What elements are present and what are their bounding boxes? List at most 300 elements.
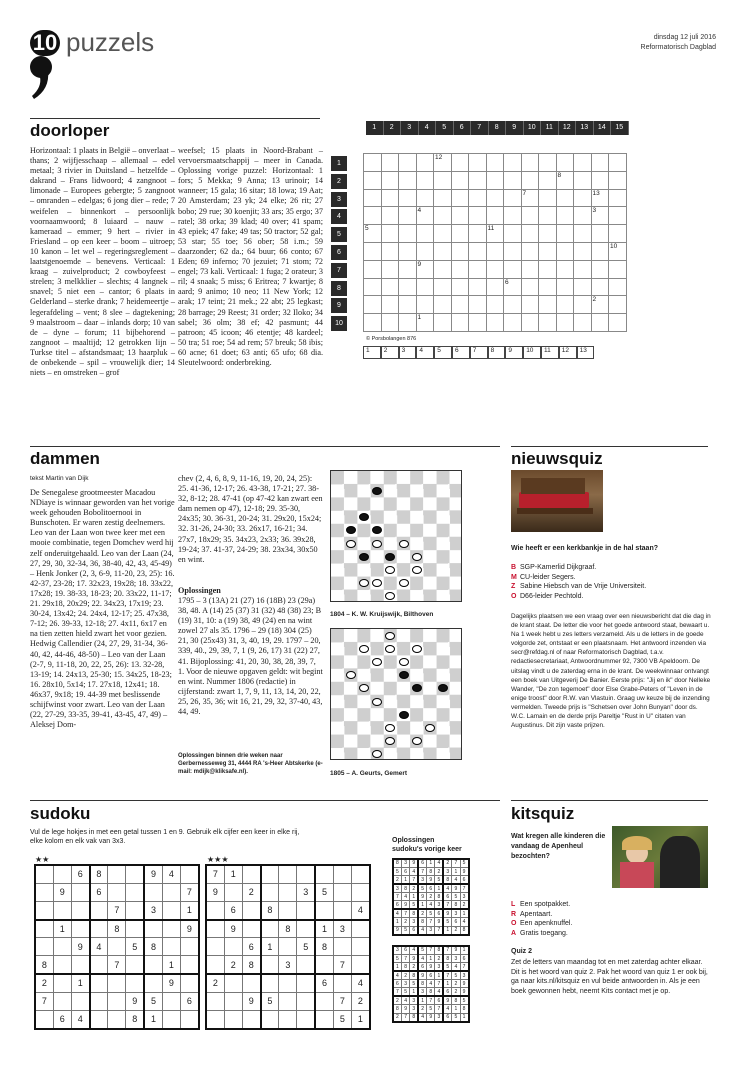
- doorloper-cell[interactable]: [539, 154, 557, 172]
- sudoku-cell[interactable]: [144, 920, 162, 938]
- sudoku-cell[interactable]: [90, 974, 108, 992]
- doorloper-cell[interactable]: [469, 296, 487, 314]
- sudoku-cell[interactable]: [224, 883, 242, 901]
- sudoku-cell[interactable]: [279, 865, 297, 883]
- sudoku-cell[interactable]: 1: [261, 938, 279, 956]
- sudoku-cell[interactable]: 2: [35, 974, 53, 992]
- sudoku-cell[interactable]: [297, 865, 315, 883]
- sudoku-cell[interactable]: 9: [144, 865, 162, 883]
- doorloper-cell[interactable]: [381, 154, 399, 172]
- doorloper-cell[interactable]: [434, 260, 452, 278]
- dammen-board-1805[interactable]: [330, 628, 462, 760]
- sudoku-cell[interactable]: 6: [53, 1011, 71, 1029]
- sudoku-cell[interactable]: [279, 938, 297, 956]
- sudoku-cell[interactable]: 9: [224, 920, 242, 938]
- sudoku-cell[interactable]: 1: [144, 1011, 162, 1029]
- sudoku-cell[interactable]: [35, 865, 53, 883]
- sudoku-cell[interactable]: 7: [181, 883, 199, 901]
- doorloper-cell[interactable]: [539, 278, 557, 296]
- doorloper-cell[interactable]: [381, 189, 399, 207]
- doorloper-cell[interactable]: [539, 225, 557, 243]
- sudoku-cell[interactable]: 5: [144, 992, 162, 1010]
- doorloper-cell[interactable]: [469, 314, 487, 332]
- doorloper-cell[interactable]: [451, 171, 469, 189]
- sudoku-cell[interactable]: [71, 920, 89, 938]
- doorloper-cell[interactable]: [381, 225, 399, 243]
- doorloper-cell[interactable]: [486, 154, 504, 172]
- doorloper-cell[interactable]: [469, 154, 487, 172]
- sudoku-cell[interactable]: [108, 1011, 126, 1029]
- doorloper-cell[interactable]: [521, 225, 539, 243]
- sudoku-cell[interactable]: [53, 938, 71, 956]
- doorloper-cell[interactable]: [486, 314, 504, 332]
- black-piece[interactable]: [399, 711, 409, 719]
- white-piece[interactable]: [346, 540, 356, 548]
- sudoku-cell[interactable]: [126, 865, 144, 883]
- doorloper-cell[interactable]: [539, 171, 557, 189]
- solution-box[interactable]: 6: [452, 346, 470, 359]
- doorloper-cell[interactable]: [381, 242, 399, 260]
- doorloper-cell[interactable]: [504, 314, 522, 332]
- doorloper-cell[interactable]: 2: [591, 296, 609, 314]
- sudoku-cell[interactable]: 4: [352, 901, 370, 919]
- sudoku-cell[interactable]: 8: [90, 865, 108, 883]
- sudoku-cell[interactable]: 9: [126, 992, 144, 1010]
- sudoku-cell[interactable]: [333, 883, 351, 901]
- doorloper-cell[interactable]: [539, 260, 557, 278]
- doorloper-cell[interactable]: [609, 154, 627, 172]
- sudoku-cell[interactable]: [261, 883, 279, 901]
- sudoku-cell[interactable]: [315, 1011, 333, 1029]
- sudoku-cell[interactable]: 3: [279, 956, 297, 974]
- sudoku-cell[interactable]: [352, 883, 370, 901]
- sudoku-cell[interactable]: [90, 992, 108, 1010]
- doorloper-cell[interactable]: [451, 154, 469, 172]
- doorloper-cell[interactable]: [451, 207, 469, 225]
- doorloper-cell[interactable]: [556, 296, 574, 314]
- sudoku-cell[interactable]: [261, 865, 279, 883]
- doorloper-cell[interactable]: [364, 207, 382, 225]
- sudoku-cell[interactable]: [333, 974, 351, 992]
- sudoku-cell[interactable]: [108, 938, 126, 956]
- sudoku-cell[interactable]: 6: [224, 901, 242, 919]
- doorloper-cell[interactable]: [416, 154, 434, 172]
- doorloper-cell[interactable]: [364, 278, 382, 296]
- sudoku-cell[interactable]: [90, 920, 108, 938]
- doorloper-cell[interactable]: [399, 171, 417, 189]
- doorloper-cell[interactable]: [591, 225, 609, 243]
- doorloper-cell[interactable]: [521, 242, 539, 260]
- sudoku-cell[interactable]: [333, 865, 351, 883]
- doorloper-cell[interactable]: [539, 296, 557, 314]
- doorloper-cell[interactable]: [399, 154, 417, 172]
- solution-box[interactable]: 9: [505, 346, 523, 359]
- sudoku-cell[interactable]: [261, 974, 279, 992]
- doorloper-cell[interactable]: [556, 260, 574, 278]
- sudoku-cell[interactable]: [181, 865, 199, 883]
- sudoku-cell[interactable]: [206, 901, 224, 919]
- doorloper-cell[interactable]: [416, 189, 434, 207]
- sudoku-cell[interactable]: [71, 956, 89, 974]
- sudoku-cell[interactable]: 5: [315, 883, 333, 901]
- sudoku-cell[interactable]: 9: [162, 974, 180, 992]
- doorloper-cell[interactable]: [574, 225, 592, 243]
- doorloper-cell[interactable]: [434, 207, 452, 225]
- solution-box[interactable]: 13: [577, 346, 595, 359]
- sudoku-cell[interactable]: [261, 956, 279, 974]
- black-piece[interactable]: [412, 684, 422, 692]
- doorloper-cell[interactable]: 1: [416, 314, 434, 332]
- doorloper-cell[interactable]: [591, 314, 609, 332]
- sudoku-cell[interactable]: 9: [206, 883, 224, 901]
- sudoku-cell[interactable]: [279, 992, 297, 1010]
- sudoku-cell[interactable]: 6: [242, 938, 260, 956]
- doorloper-cell[interactable]: 8: [556, 171, 574, 189]
- sudoku-cell[interactable]: [242, 920, 260, 938]
- white-piece[interactable]: [412, 645, 422, 653]
- sudoku-cell[interactable]: [297, 974, 315, 992]
- doorloper-cell[interactable]: [469, 278, 487, 296]
- doorloper-cell[interactable]: [556, 225, 574, 243]
- sudoku-cell[interactable]: 5: [126, 938, 144, 956]
- doorloper-cell[interactable]: [521, 260, 539, 278]
- solution-box[interactable]: 12: [559, 346, 577, 359]
- sudoku-cell[interactable]: 3: [297, 883, 315, 901]
- white-piece[interactable]: [385, 632, 395, 640]
- doorloper-cell[interactable]: [364, 171, 382, 189]
- black-piece[interactable]: [372, 526, 382, 534]
- sudoku-cell[interactable]: 9: [71, 938, 89, 956]
- doorloper-cell[interactable]: [486, 278, 504, 296]
- sudoku-cell[interactable]: [279, 974, 297, 992]
- doorloper-cell[interactable]: [434, 189, 452, 207]
- sudoku-cell[interactable]: [315, 956, 333, 974]
- sudoku-cell[interactable]: [297, 992, 315, 1010]
- doorloper-cell[interactable]: [451, 278, 469, 296]
- doorloper-cell[interactable]: [434, 314, 452, 332]
- sudoku-cell[interactable]: [181, 974, 199, 992]
- white-piece[interactable]: [372, 698, 382, 706]
- sudoku-cell[interactable]: [53, 865, 71, 883]
- doorloper-cell[interactable]: [451, 225, 469, 243]
- white-piece[interactable]: [372, 750, 382, 758]
- sudoku-cell[interactable]: [71, 883, 89, 901]
- sudoku-cell[interactable]: 6: [315, 974, 333, 992]
- doorloper-cell[interactable]: [434, 242, 452, 260]
- doorloper-cell[interactable]: [399, 225, 417, 243]
- sudoku-cell[interactable]: [352, 920, 370, 938]
- doorloper-cell[interactable]: [364, 260, 382, 278]
- sudoku-cell[interactable]: [242, 901, 260, 919]
- doorloper-grid[interactable]: [363, 153, 627, 332]
- sudoku-grid-2[interactable]: [205, 864, 371, 1030]
- sudoku-cell[interactable]: 4: [90, 938, 108, 956]
- sudoku-cell[interactable]: [297, 901, 315, 919]
- doorloper-cell[interactable]: [609, 278, 627, 296]
- white-piece[interactable]: [412, 737, 422, 745]
- sudoku-cell[interactable]: [315, 865, 333, 883]
- doorloper-cell[interactable]: [486, 242, 504, 260]
- doorloper-cell[interactable]: [574, 189, 592, 207]
- sudoku-cell[interactable]: 1: [181, 901, 199, 919]
- sudoku-cell[interactable]: 5: [333, 1011, 351, 1029]
- doorloper-cell[interactable]: [381, 296, 399, 314]
- white-piece[interactable]: [399, 579, 409, 587]
- sudoku-cell[interactable]: [242, 1011, 260, 1029]
- white-piece[interactable]: [359, 579, 369, 587]
- black-piece[interactable]: [438, 684, 448, 692]
- doorloper-cell[interactable]: [399, 296, 417, 314]
- sudoku-cell[interactable]: 8: [144, 938, 162, 956]
- doorloper-cell[interactable]: [451, 314, 469, 332]
- sudoku-cell[interactable]: 1: [315, 920, 333, 938]
- doorloper-cell[interactable]: [486, 171, 504, 189]
- doorloper-cell[interactable]: 7: [521, 189, 539, 207]
- sudoku-cell[interactable]: 7: [108, 956, 126, 974]
- doorloper-cell[interactable]: [399, 314, 417, 332]
- white-piece[interactable]: [372, 658, 382, 666]
- sudoku-cell[interactable]: 8: [261, 901, 279, 919]
- sudoku-cell[interactable]: [242, 865, 260, 883]
- sudoku-cell[interactable]: 1: [53, 920, 71, 938]
- sudoku-cell[interactable]: 8: [126, 1011, 144, 1029]
- sudoku-cell[interactable]: [315, 992, 333, 1010]
- doorloper-cell[interactable]: [486, 189, 504, 207]
- white-piece[interactable]: [399, 658, 409, 666]
- sudoku-cell[interactable]: [333, 938, 351, 956]
- sudoku-cell[interactable]: [162, 992, 180, 1010]
- doorloper-cell[interactable]: [504, 207, 522, 225]
- doorloper-cell[interactable]: [364, 242, 382, 260]
- doorloper-cell[interactable]: [574, 296, 592, 314]
- sudoku-cell[interactable]: 3: [144, 901, 162, 919]
- sudoku-cell[interactable]: [162, 1011, 180, 1029]
- sudoku-cell[interactable]: [352, 865, 370, 883]
- doorloper-cell[interactable]: [434, 171, 452, 189]
- doorloper-cell[interactable]: [574, 242, 592, 260]
- black-piece[interactable]: [372, 487, 382, 495]
- sudoku-cell[interactable]: 6: [90, 883, 108, 901]
- doorloper-cell[interactable]: [364, 189, 382, 207]
- sudoku-cell[interactable]: 9: [53, 883, 71, 901]
- doorloper-cell[interactable]: [469, 171, 487, 189]
- doorloper-cell[interactable]: [574, 260, 592, 278]
- doorloper-cell[interactable]: [381, 278, 399, 296]
- sudoku-cell[interactable]: 7: [333, 992, 351, 1010]
- solution-box[interactable]: 4: [416, 346, 434, 359]
- doorloper-cell[interactable]: [399, 242, 417, 260]
- doorloper-cell[interactable]: [399, 278, 417, 296]
- doorloper-cell[interactable]: [469, 260, 487, 278]
- sudoku-cell[interactable]: [181, 956, 199, 974]
- doorloper-cell[interactable]: 6: [504, 278, 522, 296]
- solution-box[interactable]: 3: [399, 346, 417, 359]
- white-piece[interactable]: [385, 592, 395, 600]
- doorloper-cell[interactable]: [556, 242, 574, 260]
- doorloper-cell[interactable]: [574, 207, 592, 225]
- sudoku-cell[interactable]: [53, 992, 71, 1010]
- doorloper-cell[interactable]: [364, 296, 382, 314]
- sudoku-cell[interactable]: [108, 865, 126, 883]
- doorloper-cell[interactable]: 10: [609, 242, 627, 260]
- white-piece[interactable]: [385, 566, 395, 574]
- sudoku-cell[interactable]: 8: [315, 938, 333, 956]
- sudoku-cell[interactable]: 5: [261, 992, 279, 1010]
- sudoku-cell[interactable]: [35, 901, 53, 919]
- sudoku-cell[interactable]: [162, 883, 180, 901]
- doorloper-cell[interactable]: [539, 189, 557, 207]
- sudoku-cell[interactable]: [108, 974, 126, 992]
- doorloper-cell[interactable]: [469, 207, 487, 225]
- sudoku-cell[interactable]: [261, 920, 279, 938]
- doorloper-cell[interactable]: [521, 207, 539, 225]
- doorloper-cell[interactable]: [399, 207, 417, 225]
- doorloper-cell[interactable]: [381, 171, 399, 189]
- sudoku-cell[interactable]: [126, 956, 144, 974]
- doorloper-cell[interactable]: [521, 171, 539, 189]
- sudoku-cell[interactable]: [162, 901, 180, 919]
- black-piece[interactable]: [359, 513, 369, 521]
- sudoku-cell[interactable]: 8: [242, 956, 260, 974]
- doorloper-cell[interactable]: [416, 278, 434, 296]
- doorloper-cell[interactable]: [574, 154, 592, 172]
- white-piece[interactable]: [346, 671, 356, 679]
- sudoku-cell[interactable]: [144, 956, 162, 974]
- sudoku-cell[interactable]: 1: [352, 1011, 370, 1029]
- sudoku-cell[interactable]: 4: [71, 1011, 89, 1029]
- sudoku-cell[interactable]: [53, 974, 71, 992]
- doorloper-cell[interactable]: [416, 171, 434, 189]
- sudoku-cell[interactable]: [126, 901, 144, 919]
- sudoku-cell[interactable]: 1: [71, 974, 89, 992]
- sudoku-cell[interactable]: [206, 992, 224, 1010]
- doorloper-cell[interactable]: [416, 296, 434, 314]
- sudoku-cell[interactable]: 7: [108, 901, 126, 919]
- sudoku-cell[interactable]: [224, 1011, 242, 1029]
- sudoku-cell[interactable]: [206, 1011, 224, 1029]
- doorloper-cell[interactable]: [521, 296, 539, 314]
- sudoku-cell[interactable]: [162, 920, 180, 938]
- sudoku-grid-1[interactable]: [34, 864, 200, 1030]
- doorloper-cell[interactable]: [504, 260, 522, 278]
- sudoku-cell[interactable]: [144, 974, 162, 992]
- sudoku-cell[interactable]: [279, 1011, 297, 1029]
- dammen-board-1804[interactable]: [330, 470, 462, 602]
- sudoku-cell[interactable]: [71, 992, 89, 1010]
- sudoku-cell[interactable]: [126, 974, 144, 992]
- sudoku-cell[interactable]: 8: [35, 956, 53, 974]
- sudoku-cell[interactable]: [297, 956, 315, 974]
- sudoku-cell[interactable]: [315, 901, 333, 919]
- doorloper-cell[interactable]: [504, 296, 522, 314]
- white-piece[interactable]: [412, 566, 422, 574]
- sudoku-cell[interactable]: 8: [108, 920, 126, 938]
- sudoku-cell[interactable]: [90, 956, 108, 974]
- solution-box[interactable]: 1: [363, 346, 381, 359]
- doorloper-cell[interactable]: [504, 189, 522, 207]
- white-piece[interactable]: [372, 540, 382, 548]
- doorloper-cell[interactable]: [574, 278, 592, 296]
- sudoku-cell[interactable]: [35, 1011, 53, 1029]
- doorloper-cell[interactable]: [609, 207, 627, 225]
- doorloper-cell[interactable]: [434, 296, 452, 314]
- sudoku-cell[interactable]: 1: [224, 865, 242, 883]
- sudoku-cell[interactable]: [297, 920, 315, 938]
- doorloper-cell[interactable]: [364, 154, 382, 172]
- white-piece[interactable]: [385, 737, 395, 745]
- sudoku-cell[interactable]: 4: [352, 974, 370, 992]
- doorloper-cell[interactable]: [381, 207, 399, 225]
- doorloper-cell[interactable]: [609, 314, 627, 332]
- doorloper-cell[interactable]: [486, 260, 504, 278]
- sudoku-cell[interactable]: [35, 938, 53, 956]
- sudoku-cell[interactable]: [71, 901, 89, 919]
- doorloper-cell[interactable]: [469, 225, 487, 243]
- sudoku-cell[interactable]: [162, 938, 180, 956]
- sudoku-cell[interactable]: 6: [71, 865, 89, 883]
- sudoku-cell[interactable]: [206, 956, 224, 974]
- doorloper-cell[interactable]: [539, 242, 557, 260]
- sudoku-cell[interactable]: 2: [206, 974, 224, 992]
- sudoku-cell[interactable]: [352, 938, 370, 956]
- solution-box[interactable]: 2: [381, 346, 399, 359]
- sudoku-cell[interactable]: 9: [181, 920, 199, 938]
- doorloper-cell[interactable]: [539, 207, 557, 225]
- doorloper-cell[interactable]: [556, 189, 574, 207]
- black-piece[interactable]: [359, 553, 369, 561]
- sudoku-cell[interactable]: [261, 1011, 279, 1029]
- white-piece[interactable]: [385, 645, 395, 653]
- doorloper-cell[interactable]: [486, 207, 504, 225]
- doorloper-cell[interactable]: 11: [486, 225, 504, 243]
- sudoku-cell[interactable]: [126, 883, 144, 901]
- sudoku-cell[interactable]: [108, 992, 126, 1010]
- sudoku-cell[interactable]: 4: [162, 865, 180, 883]
- sudoku-cell[interactable]: 3: [333, 920, 351, 938]
- sudoku-cell[interactable]: 6: [181, 992, 199, 1010]
- sudoku-cell[interactable]: [53, 901, 71, 919]
- sudoku-cell[interactable]: [144, 883, 162, 901]
- doorloper-cell[interactable]: [504, 154, 522, 172]
- sudoku-cell[interactable]: 2: [242, 883, 260, 901]
- doorloper-cell[interactable]: 12: [434, 154, 452, 172]
- solution-box[interactable]: 5: [434, 346, 452, 359]
- sudoku-cell[interactable]: [35, 920, 53, 938]
- sudoku-cell[interactable]: [206, 920, 224, 938]
- doorloper-cell[interactable]: [556, 154, 574, 172]
- sudoku-cell[interactable]: [242, 974, 260, 992]
- white-piece[interactable]: [359, 684, 369, 692]
- sudoku-cell[interactable]: [224, 992, 242, 1010]
- doorloper-cell[interactable]: 5: [364, 225, 382, 243]
- doorloper-cell[interactable]: [416, 242, 434, 260]
- doorloper-cell[interactable]: [591, 278, 609, 296]
- sudoku-cell[interactable]: 7: [206, 865, 224, 883]
- doorloper-cell[interactable]: [364, 314, 382, 332]
- black-piece[interactable]: [385, 553, 395, 561]
- doorloper-cell[interactable]: [609, 260, 627, 278]
- sudoku-cell[interactable]: 1: [162, 956, 180, 974]
- sudoku-cell[interactable]: 8: [279, 920, 297, 938]
- doorloper-cell[interactable]: [504, 171, 522, 189]
- solution-box[interactable]: 10: [523, 346, 541, 359]
- sudoku-cell[interactable]: [279, 901, 297, 919]
- doorloper-cell[interactable]: [451, 260, 469, 278]
- doorloper-cell[interactable]: [609, 225, 627, 243]
- doorloper-cell[interactable]: [434, 225, 452, 243]
- doorloper-cell[interactable]: 13: [591, 189, 609, 207]
- sudoku-cell[interactable]: [90, 1011, 108, 1029]
